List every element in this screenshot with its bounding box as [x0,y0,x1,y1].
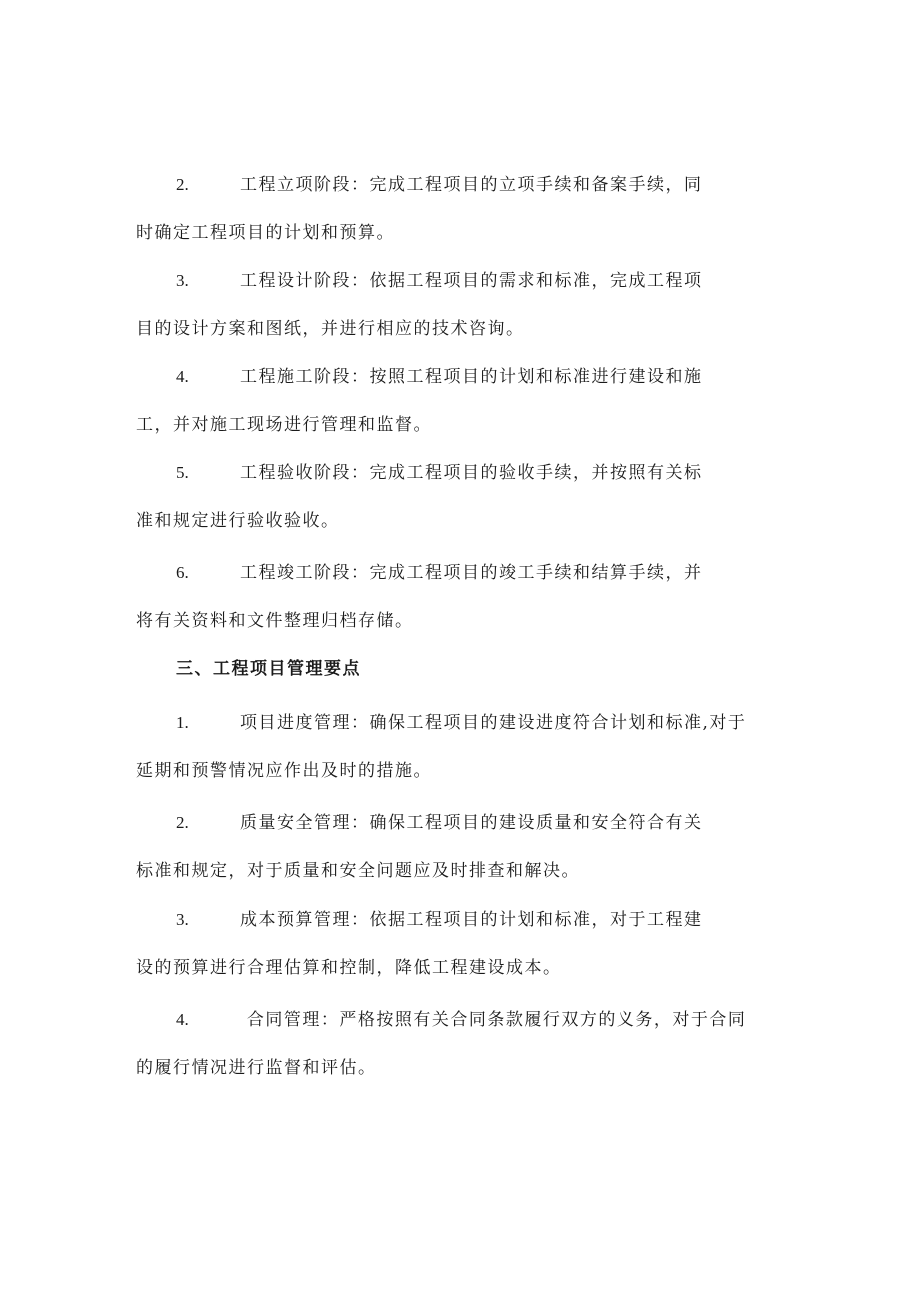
point-item-3 [136,896,796,992]
stage-line-2: 将有关资料和文件整理归档存储。 [136,611,414,631]
point-item-4 [136,996,796,1092]
stage-line-1 [136,353,796,401]
stage-line-1 [136,257,796,305]
section-heading: 三、工程项目管理要点 [176,659,361,679]
point-line-1 [136,699,796,747]
stage-text: 工程立项阶段：完成工程项目的立项手续和备案手续，同 [240,175,703,195]
stage-text: 工程设计阶段：依据工程项目的需求和标准，完成工程项 [240,271,703,291]
list-number: 6. [176,563,189,582]
stage-text: 工程竣工阶段：完成工程项目的竣工手续和结算手续，并 [240,563,703,583]
stage-line-2: 时确定工程项目的计划和预算。 [136,223,395,243]
list-number: 4. [176,367,189,386]
point-text: 质量安全管理：确保工程项目的建设质量和安全符合有关 [240,813,703,833]
stage-line-2: 准和规定进行验收验收。 [136,511,340,531]
stage-text: 工程施工阶段：按照工程项目的计划和标准进行建设和施 [240,367,703,387]
point-line-2: 的履行情况进行监督和评估。 [136,1058,377,1078]
stage-item-5 [136,449,796,545]
stage-item-4 [136,353,796,449]
stage-item-6 [136,549,796,645]
stage-text: 工程验收阶段：完成工程项目的验收手续，并按照有关标 [240,463,703,483]
list-number: 2. [176,813,189,832]
point-text: 成本预算管理：依据工程项目的计划和标准，对于工程建 [240,910,703,930]
stage-line-1 [136,549,796,597]
point-line-2: 标准和规定，对于质量和安全问题应及时排查和解决。 [136,861,580,881]
stage-line-1 [136,449,796,497]
stage-line-1 [136,161,796,209]
list-number: 5. [176,463,189,482]
list-number: 3. [176,271,189,290]
point-line-2: 设的预算进行合理估算和控制，降低工程建设成本。 [136,958,562,978]
list-number: 4. [176,1010,189,1029]
list-number: 2. [176,175,189,194]
point-line-2: 延期和预警情况应作出及时的措施。 [136,761,432,781]
stage-item-2 [136,161,796,257]
point-item-2 [136,799,796,895]
point-line-1 [136,896,796,944]
stage-item-3 [136,257,796,353]
list-number: 1. [176,713,189,732]
point-item-1 [136,699,796,795]
stage-line-2: 目的设计方案和图纸，并进行相应的技术咨询。 [136,319,525,339]
stage-line-2: 工，并对施工现场进行管理和监督。 [136,415,432,435]
list-number: 3. [176,910,189,929]
point-text: 合同管理：严格按照有关合同条款履行双方的义务，对于合同 [240,1010,747,1030]
point-line-1 [136,799,796,847]
point-text: 项目进度管理：确保工程项目的建设进度符合计划和标准,对于 [240,713,747,733]
point-line-1 [136,996,796,1044]
